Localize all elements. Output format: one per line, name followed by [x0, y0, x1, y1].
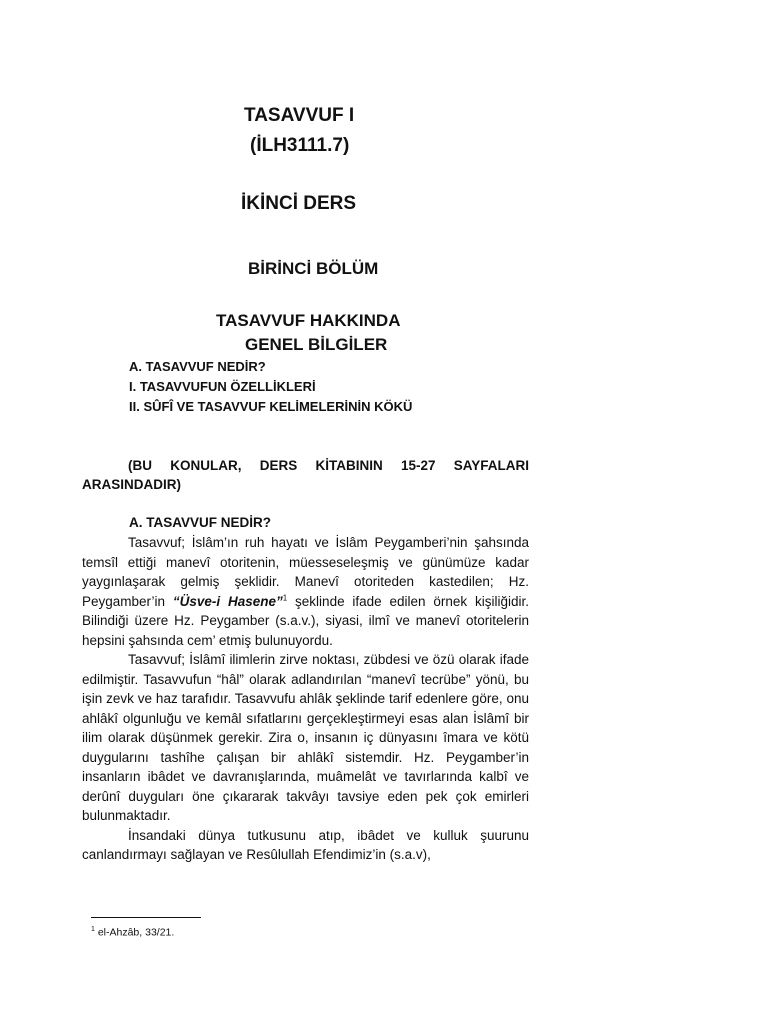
lesson-title: İKİNCİ DERS: [241, 193, 357, 214]
paragraph: Tasavvuf; İslâmî ilimlerin zirve noktası, zübdesi ve özü olarak ifade edilmiştir. Tasavvufun “hâl” olarak adlandırılan “manevî tecrübe” yönü, bu işin zevk ve haz tarafıdır. Tasavvufu ahlâk şeklinde tarif edenlere göre, onu ahlâkî olgunluğu ve kemâl sıfatlarını gerçekleştirmeyi esas alan İslâmî bir ilim olarak düşünmek gerekir. Zira o, insanın iç dünyasını îmara ve kötü duygularını tashîhe çalışan bir ahlâkî sistemdir. Hz. Peygamber’in insanların ibâdet ve davranışlarında, muâmelât ve tavırlarında kalbî ve derûnî duyguları öne çıkararak takvâyı tavsiye eden pek çok emirleri bulunmaktadır.: [82, 652, 529, 823]
topic-title-line1: TASAVVUF HAKKINDA: [216, 311, 401, 330]
footnote-reference[interactable]: 1: [282, 593, 288, 602]
footnote: [91, 923, 174, 940]
footnote-divider: [91, 917, 201, 918]
paragraph-text: şeklinde ifade edilen örnek kişiliğidir. Bilindiği üzere Hz. Peygamber (s.a.v.), siyasi, ilmî ve manevî otoritelerin hepsini şahsında cem’ etmiş bulunuyordu.: [82, 593, 529, 648]
footnote-number: 1: [91, 926, 95, 933]
page-range-note: (BU KONULAR, DERS KİTABININ 15-27 SAYFALARI ARASINDADIR): [82, 458, 529, 492]
topic-list-item: II. SÛFÎ VE TASAVVUF KELİMELERİNİN KÖKÜ: [129, 399, 413, 414]
course-code: (İLH3111.7): [250, 135, 350, 156]
topic-title-line2: GENEL BİLGİLER: [245, 335, 388, 354]
paragraph: [82, 533, 529, 650]
highlighted-term: “Üsve-i Hasene”: [172, 593, 283, 609]
paragraph: İnsandaki dünya tutkusunu atıp, ibâdet ve kulluk şuurunu canlandırmayı sağlayan ve Resûlullah Efendimiz’in (s.a.v),: [82, 827, 529, 862]
body-text: [82, 533, 529, 865]
topic-list-item: A. TASAVVUF NEDİR?: [129, 359, 266, 374]
course-title: TASAVVUF I: [244, 105, 355, 126]
footnote-text: el-Ahzâb, 33/21.: [94, 926, 175, 939]
section-heading: A. TASAVVUF NEDİR?: [129, 515, 272, 530]
paragraph-text: Tasavvuf; İslâm’ın ruh hayatı ve İslâm Peygamberi’nin şahsında temsîl ettiği manevî otoritenin, müesseseleşmiş ve günümüze kadar yaygınlaşarak gelmiş şeklidir. Manevî otoriteden kastedilen; Hz. Peygamber’in: [82, 535, 529, 609]
topic-list-item: I. TASAVVUFUN ÖZELLİKLERİ: [129, 379, 316, 394]
topic-list: [129, 357, 412, 417]
part-title: BİRİNCİ BÖLÜM: [248, 259, 379, 278]
